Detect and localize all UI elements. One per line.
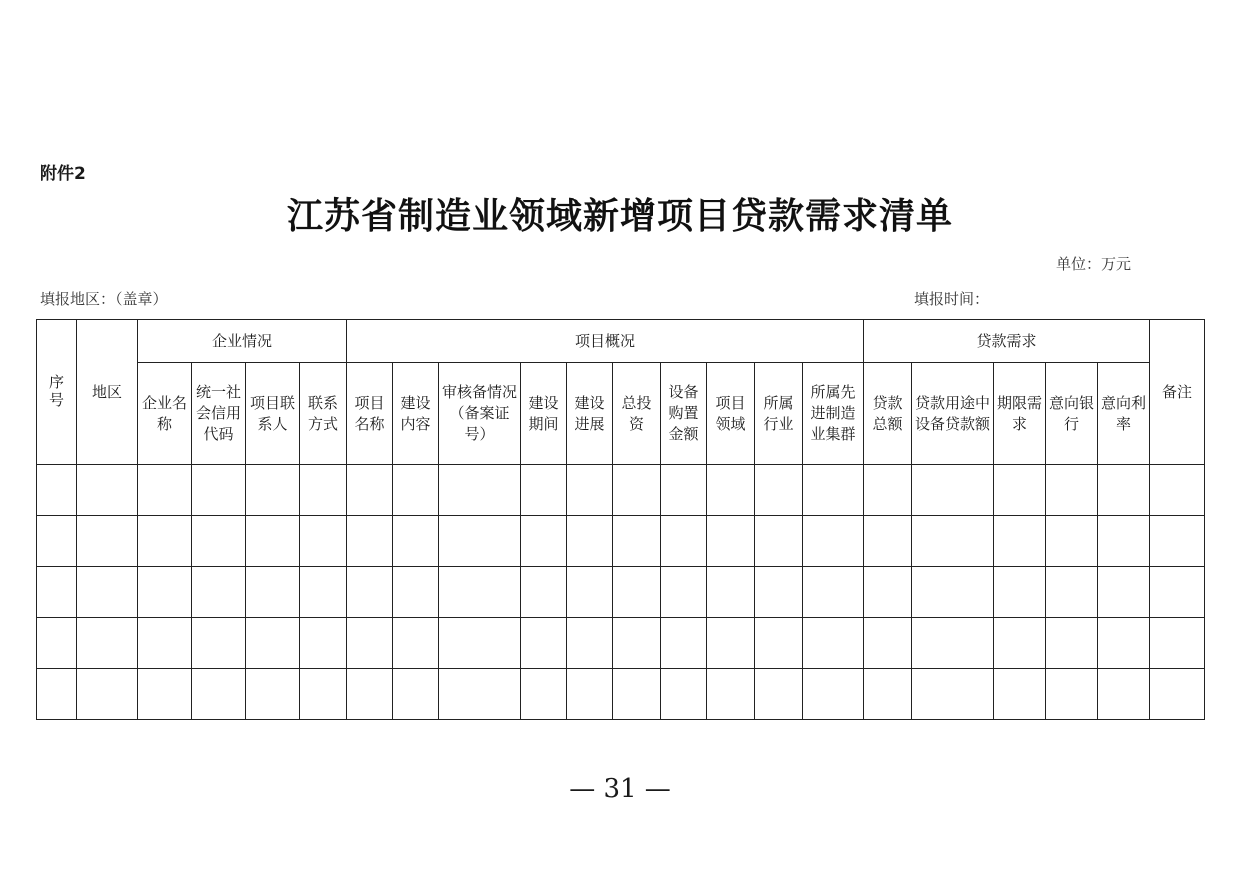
table-cell[interactable] <box>192 516 246 567</box>
table-cell[interactable] <box>707 669 755 720</box>
table-cell[interactable] <box>912 567 994 618</box>
header-filing-status: 审核备情况（备案证号） <box>439 363 521 465</box>
table-cell[interactable] <box>912 516 994 567</box>
table-cell[interactable] <box>192 567 246 618</box>
header-total-investment: 总投资 <box>613 363 661 465</box>
header-bank: 意向银行 <box>1046 363 1098 465</box>
table-cell[interactable] <box>707 618 755 669</box>
table-cell[interactable] <box>347 567 393 618</box>
header-rate: 意向利率 <box>1098 363 1150 465</box>
table-cell[interactable] <box>864 516 912 567</box>
table-cell[interactable] <box>1046 567 1098 618</box>
table-cell[interactable] <box>1150 567 1205 618</box>
table-cell[interactable] <box>138 567 192 618</box>
table-cell[interactable] <box>246 669 300 720</box>
table-cell[interactable] <box>613 516 661 567</box>
table-cell[interactable] <box>707 465 755 516</box>
attachment-label: 附件2 <box>40 164 86 184</box>
table-cell[interactable] <box>661 669 707 720</box>
table-cell[interactable] <box>393 465 439 516</box>
table-cell[interactable] <box>192 465 246 516</box>
table-cell[interactable] <box>1098 516 1150 567</box>
table-row <box>37 618 1205 669</box>
table-cell[interactable] <box>707 516 755 567</box>
header-project-contact: 项目联系人 <box>246 363 300 465</box>
table-cell[interactable] <box>994 669 1046 720</box>
table-cell[interactable] <box>613 669 661 720</box>
table-cell[interactable] <box>37 465 77 516</box>
header-construction-period: 建设期间 <box>521 363 567 465</box>
table-cell[interactable] <box>77 618 138 669</box>
table-cell[interactable] <box>1046 516 1098 567</box>
table-cell[interactable] <box>1046 465 1098 516</box>
header-group-loan: 贷款需求 <box>864 320 1150 363</box>
table-cell[interactable] <box>439 567 521 618</box>
table-cell[interactable] <box>755 516 803 567</box>
header-seq: 序号 <box>37 320 77 465</box>
table-cell[interactable] <box>439 669 521 720</box>
header-term: 期限需求 <box>994 363 1046 465</box>
table-cell[interactable] <box>864 669 912 720</box>
table-cell[interactable] <box>1046 618 1098 669</box>
table-cell[interactable] <box>567 669 613 720</box>
table-cell[interactable] <box>77 567 138 618</box>
table-cell[interactable] <box>393 618 439 669</box>
table-cell[interactable] <box>393 567 439 618</box>
table-cell[interactable] <box>393 516 439 567</box>
table-cell[interactable] <box>300 669 347 720</box>
table-cell[interactable] <box>994 618 1046 669</box>
table-cell[interactable] <box>755 567 803 618</box>
table-cell[interactable] <box>37 516 77 567</box>
table-cell[interactable] <box>192 618 246 669</box>
header-project-field: 项目领域 <box>707 363 755 465</box>
table-cell[interactable] <box>1150 516 1205 567</box>
table-cell[interactable] <box>864 618 912 669</box>
table-cell[interactable] <box>138 465 192 516</box>
table-cell[interactable] <box>347 618 393 669</box>
table-cell[interactable] <box>138 516 192 567</box>
table-cell[interactable] <box>347 669 393 720</box>
table-cell[interactable] <box>755 465 803 516</box>
table-cell[interactable] <box>246 618 300 669</box>
table-cell[interactable] <box>803 516 864 567</box>
table-cell[interactable] <box>1098 618 1150 669</box>
table-cell[interactable] <box>192 669 246 720</box>
table-cell[interactable] <box>661 567 707 618</box>
table-cell[interactable] <box>1098 567 1150 618</box>
table-cell[interactable] <box>393 669 439 720</box>
table-cell[interactable] <box>246 567 300 618</box>
header-group-enterprise: 企业情况 <box>138 320 347 363</box>
table-cell[interactable] <box>521 465 567 516</box>
table-cell[interactable] <box>1150 669 1205 720</box>
header-equipment-amount: 设备购置金额 <box>661 363 707 465</box>
table-cell[interactable] <box>994 465 1046 516</box>
table-cell[interactable] <box>347 465 393 516</box>
table-cell[interactable] <box>864 567 912 618</box>
table-body <box>37 465 1205 720</box>
table-cell[interactable] <box>300 567 347 618</box>
table-cell[interactable] <box>912 618 994 669</box>
loan-demand-table <box>36 319 1205 720</box>
table-cell[interactable] <box>994 567 1046 618</box>
page-title: 江苏省制造业领域新增项目贷款需求清单 <box>286 195 953 237</box>
header-industry: 所属行业 <box>755 363 803 465</box>
header-region: 地区 <box>77 320 138 465</box>
table-cell[interactable] <box>77 669 138 720</box>
page-number: — 31 — <box>569 774 671 804</box>
table-cell[interactable] <box>300 465 347 516</box>
table-cell[interactable] <box>77 516 138 567</box>
header-remarks: 备注 <box>1150 320 1205 465</box>
header-contact-info: 联系方式 <box>300 363 347 465</box>
header-construction-progress: 建设进展 <box>567 363 613 465</box>
header-project-name: 项目名称 <box>347 363 393 465</box>
table-cell[interactable] <box>755 618 803 669</box>
table-cell[interactable] <box>77 465 138 516</box>
table-cell[interactable] <box>613 567 661 618</box>
table-cell[interactable] <box>521 516 567 567</box>
table-cell[interactable] <box>1150 618 1205 669</box>
table-cell[interactable] <box>521 618 567 669</box>
fill-time-label: 填报时间： <box>914 290 990 308</box>
table-cell[interactable] <box>864 465 912 516</box>
table-row <box>37 465 1205 516</box>
table-cell[interactable] <box>803 465 864 516</box>
header-credit-code: 统一社会信用代码 <box>192 363 246 465</box>
header-loan-total: 贷款总额 <box>864 363 912 465</box>
header-group-project: 项目概况 <box>347 320 864 363</box>
table-cell[interactable] <box>138 669 192 720</box>
table-cell[interactable] <box>1046 669 1098 720</box>
table-cell[interactable] <box>661 465 707 516</box>
table-cell[interactable] <box>347 516 393 567</box>
table-cell[interactable] <box>661 516 707 567</box>
table-cell[interactable] <box>755 669 803 720</box>
table-cell[interactable] <box>300 618 347 669</box>
table-cell[interactable] <box>803 669 864 720</box>
table-cell[interactable] <box>613 618 661 669</box>
table-cell[interactable] <box>439 516 521 567</box>
table-cell[interactable] <box>567 618 613 669</box>
table-cell[interactable] <box>246 516 300 567</box>
table-cell[interactable] <box>37 669 77 720</box>
table-cell[interactable] <box>138 618 192 669</box>
table-cell[interactable] <box>521 567 567 618</box>
table-cell[interactable] <box>803 567 864 618</box>
table-cell[interactable] <box>521 669 567 720</box>
header-cluster: 所属先进制造业集群 <box>803 363 864 465</box>
table-cell[interactable] <box>613 465 661 516</box>
header-equipment-loan: 贷款用途中设备贷款额 <box>912 363 994 465</box>
table-cell[interactable] <box>994 516 1046 567</box>
table-cell[interactable] <box>912 669 994 720</box>
table-cell[interactable] <box>246 465 300 516</box>
table-row <box>37 669 1205 720</box>
header-enterprise-name: 企业名称 <box>138 363 192 465</box>
header-construction-content: 建设内容 <box>393 363 439 465</box>
table-cell[interactable] <box>707 567 755 618</box>
table-row <box>37 516 1205 567</box>
table-cell[interactable] <box>1098 669 1150 720</box>
table-cell[interactable] <box>567 516 613 567</box>
table-cell[interactable] <box>439 465 521 516</box>
table-cell[interactable] <box>1098 465 1150 516</box>
table-row <box>37 567 1205 618</box>
table-cell[interactable] <box>37 618 77 669</box>
fill-region-label: 填报地区：（盖章） <box>40 290 168 308</box>
unit-label: 单位：万元 <box>1056 255 1132 273</box>
table-cell[interactable] <box>912 465 994 516</box>
table-cell[interactable] <box>567 465 613 516</box>
table-cell[interactable] <box>661 618 707 669</box>
table-cell[interactable] <box>300 516 347 567</box>
table-cell[interactable] <box>1150 465 1205 516</box>
table-cell[interactable] <box>439 618 521 669</box>
table-cell[interactable] <box>37 567 77 618</box>
table-cell[interactable] <box>567 567 613 618</box>
table-cell[interactable] <box>803 618 864 669</box>
